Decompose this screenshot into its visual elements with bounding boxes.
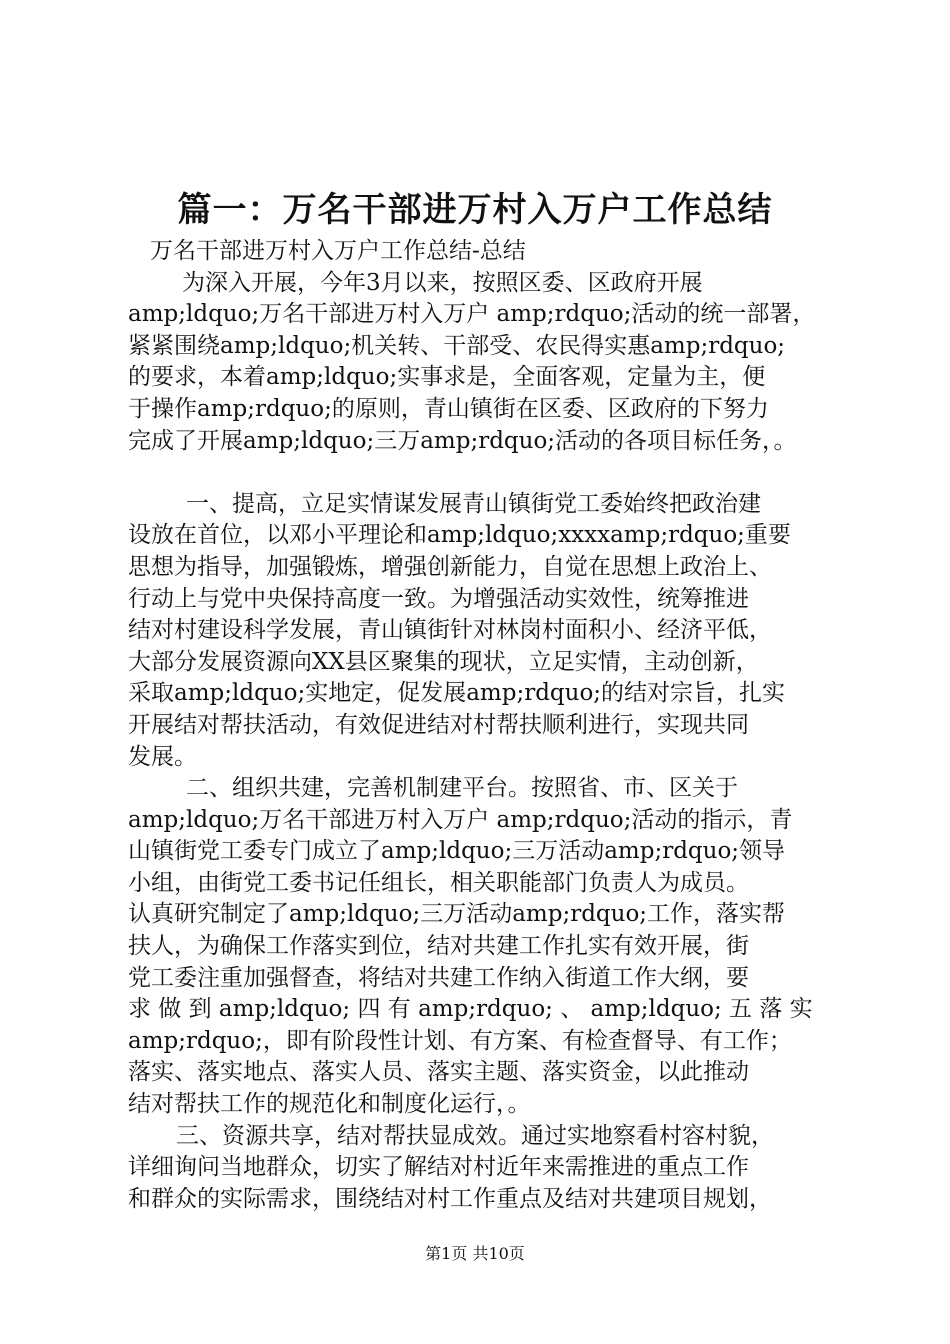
section3-line: 详细询问当地群众，切实了解结对村近年来需推进的重点工作 <box>128 1154 749 1181</box>
section2-line: 结对帮扶工作的规范化和制度化运行，。 <box>128 1091 531 1118</box>
intro-line: 的要求，本着amp;ldquo;实事求是，全面客观，定量为主，便 <box>128 364 766 391</box>
document-title: 篇一：万名干部进万村入万户工作总结 <box>177 190 773 230</box>
section1-line: 大部分发展资源向XX县区聚集的现状，立足实情，主动创新， <box>128 648 759 675</box>
intro-line: 为深入开展，今年3月以来，按照区委、区政府开展 <box>182 269 703 296</box>
intro-line: 完成了开展amp;ldquo;三万amp;rdquo;活动的各项目标任务，。 <box>128 427 797 454</box>
section2-line: amp;rdquo;，即有阶段性计划、有方案、有检查督导、有工作； <box>128 1027 792 1054</box>
section1-line: 采取amp;ldquo;实地定，促发展amp;rdquo;的结对宗旨，扎实 <box>128 680 786 707</box>
section1-line: 设放在首位，以邓小平理论和amp;ldquo;xxxxamp;rdquo;重要 <box>128 522 791 549</box>
section3-line: 三、资源共享，结对帮扶显成效。通过实地察看村容村貌， <box>176 1122 774 1149</box>
intro-line: 紧紧围绕amp;ldquo;机关转、干部受、农民得实惠amp;rdquo; <box>128 332 786 359</box>
section1-line: 一、提高，立足实情谋发展青山镇街党工委始终把政治建 <box>186 490 761 517</box>
section1-line: 行动上与党中央保持高度一致。为增强活动实效性，统筹推进 <box>128 585 749 612</box>
section2-line: 小组，由街党工委书记任组长，相关职能部门负责人为成员。 <box>128 869 749 896</box>
section2-line: 求 做 到 amp;ldquo; 四 有 amp;rdquo; 、 amp;ldquo; 五 落 实 <box>128 996 813 1023</box>
section2-line: 二、组织共建，完善机制建平台。按照省、市、区关于 <box>186 775 738 802</box>
document-body <box>128 236 828 1215</box>
section1-line: 发展。 <box>128 743 197 770</box>
document-subtitle: 万名干部进万村入万户工作总结-总结 <box>150 238 526 264</box>
section2-line: amp;ldquo;万名干部进万村入万户 amp;rdquo;活动的指示，青 <box>128 806 793 833</box>
section2-line: 扶人，为确保工作落实到位，结对共建工作扎实有效开展，街 <box>128 933 749 960</box>
page-number-footer: 第1页 共10页 <box>425 1244 525 1263</box>
section2-line: 山镇街党工委专门成立了amp;ldquo;三万活动amp;rdquo;领导 <box>128 838 786 865</box>
section2-line: 认真研究制定了amp;ldquo;三万活动amp;rdquo;工作，落实帮 <box>128 901 786 928</box>
intro-line: amp;ldquo;万名干部进万村入万户 amp;rdquo;活动的统一部署， <box>128 301 816 328</box>
section2-line: 落实、落实地点、落实人员、落实主题、落实资金，以此推动 <box>128 1059 749 1086</box>
section1-line: 结对村建设科学发展，青山镇街针对林岗村面积小、经济平低， <box>128 617 772 644</box>
section1-line: 思想为指导，加强锻炼，增强创新能力，自觉在思想上政治上、 <box>128 553 772 580</box>
section3-line: 和群众的实际需求，围绕结对村工作重点及结对共建项目规划， <box>128 1185 772 1212</box>
intro-line: 于操作amp;rdquo;的原则，青山镇街在区委、区政府的下努力 <box>128 395 769 422</box>
section2-line: 党工委注重加强督查，将结对共建工作纳入街道工作大纲，要 <box>128 964 749 991</box>
section1-line: 开展结对帮扶活动，有效促进结对村帮扶顺利进行，实现共同 <box>128 711 749 738</box>
paragraph-spacer <box>128 457 828 489</box>
